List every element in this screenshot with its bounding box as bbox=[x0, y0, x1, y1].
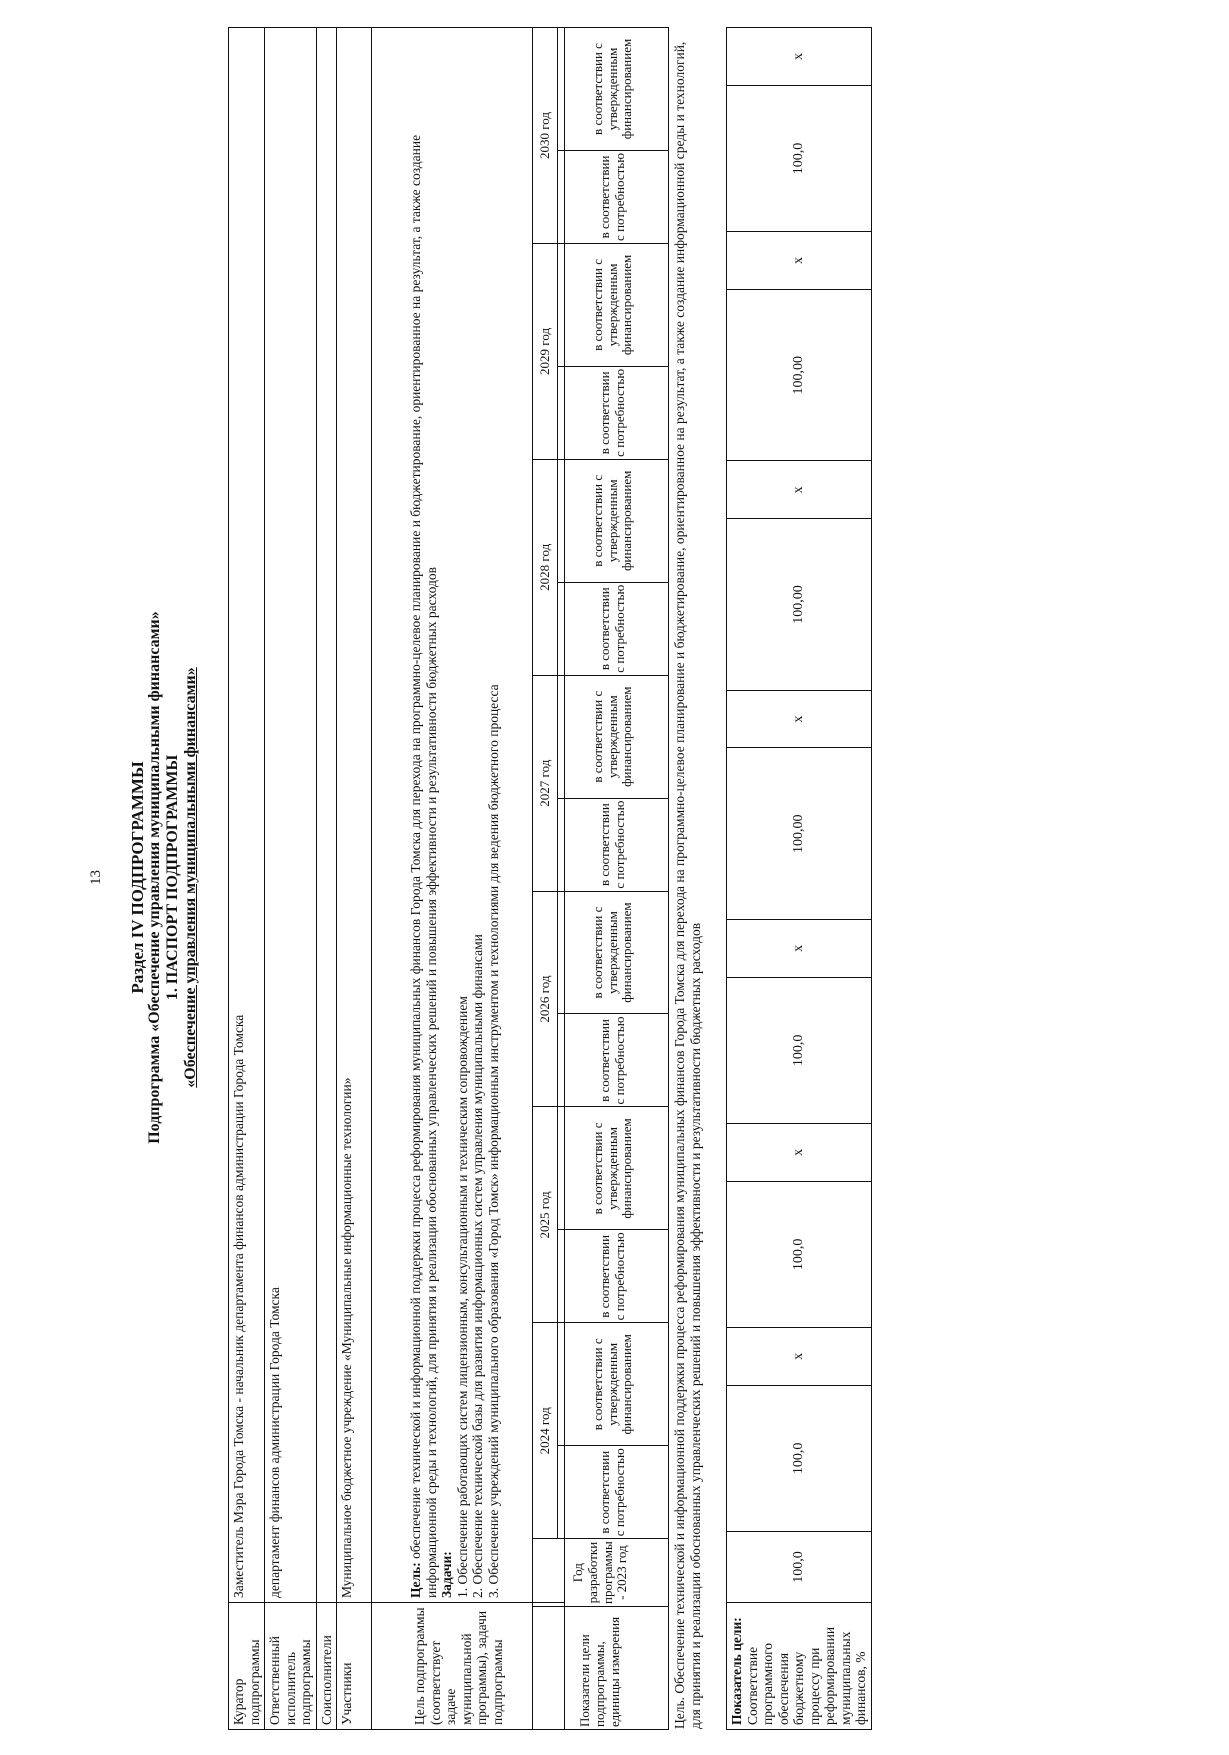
sub-header-approved: в соответствии с утвержденным финансированием bbox=[558, 244, 669, 367]
row-value: Заместитель Мэра Города Томска - начальник департамента финансов администрации Города Томска bbox=[229, 28, 265, 1603]
year-header: 2028 год bbox=[533, 459, 558, 675]
value-cell: 100,00 bbox=[727, 519, 872, 691]
base-value: 100,0 bbox=[727, 1532, 872, 1603]
goal-prefix: Цель: bbox=[408, 1562, 424, 1598]
page-number: 13 bbox=[88, 870, 104, 885]
value-cell: x bbox=[727, 232, 872, 290]
passport-row bbox=[316, 28, 337, 1730]
header-years-row bbox=[533, 28, 558, 1730]
passport-row bbox=[229, 28, 265, 1730]
sub-header-need: в соответствии с потребностью bbox=[558, 798, 669, 891]
value-cell: x bbox=[727, 920, 872, 978]
sub-header-need: в соответствии с потребностью bbox=[558, 1446, 669, 1539]
year-header: 2029 год bbox=[533, 244, 558, 460]
value-cell: 100,0 bbox=[727, 1385, 872, 1531]
task-item: 2. Обеспечение технической базы для развития информационных систем управления муниципальными финансами bbox=[470, 934, 486, 1598]
sub-header-approved: в соответствии с утвержденным финансированием bbox=[558, 1107, 669, 1230]
year-header: 2030 год bbox=[533, 28, 558, 244]
goal-text-repeat: Цель. Обеспечение технической и информационной поддержки процесса реформирования муниципальных финансов Города Томска для перехода на программно-целевое планирование и бюджетирование, ориентированное на результат, а также создание информационной среды и технологий, для принятия и реализации обоснованных управленческих решений и повышения эффективности и результативности бюджетных расходов bbox=[672, 41, 704, 1729]
indicator-header-label: Показатели цели подпрограммы, единицы измерения bbox=[533, 1607, 669, 1730]
row-value: департамент финансов администрации Города Томска bbox=[265, 28, 317, 1603]
goal-paragraph bbox=[408, 32, 439, 1598]
passport-row bbox=[337, 28, 372, 1730]
year-header: 2024 год bbox=[533, 1323, 558, 1539]
indicator-text: Соответствие программного обеспечения бюджетному процессу при реформировании муниципальных финансов, % bbox=[744, 1626, 869, 1725]
task-item: 3. Обеспечение учреждений муниципального образования «Город Томск» информационным инструментом и технологиями для ведения бюджетного процесса bbox=[485, 684, 501, 1598]
value-cell: 100,0 bbox=[727, 85, 872, 231]
sub-header-approved: в соответствии с утвержденным финансированием bbox=[558, 675, 669, 798]
value-cell: x bbox=[727, 461, 872, 519]
tasks-label: Задачи: bbox=[439, 1551, 455, 1598]
year-header: 2025 год bbox=[533, 1107, 558, 1323]
section-heading: Раздел IV ПОДПРОГРАММЫ bbox=[128, 761, 147, 994]
task-item: 1. Обеспечение работающих систем лицензионным, консультационным и техническим сопровождением bbox=[454, 996, 470, 1598]
sub-header-approved: в соответствии с утвержденным финансированием bbox=[558, 28, 669, 151]
sub-header-need: в соответствии с потребностью bbox=[558, 1014, 669, 1107]
value-cell: x bbox=[727, 1328, 872, 1386]
value-cell: 100,0 bbox=[727, 1181, 872, 1327]
row-value bbox=[316, 28, 337, 1603]
sub-header-approved: в соответствии с утвержденным финансированием bbox=[558, 459, 669, 582]
row-label: Ответственный исполнитель подпрограммы bbox=[265, 1603, 317, 1730]
base-year-header: Год разработки программы - 2023 год bbox=[533, 1539, 669, 1607]
value-cell: 100,0 bbox=[727, 977, 872, 1123]
value-cell: x bbox=[727, 690, 872, 748]
sub-header-need: в соответствии с потребностью bbox=[558, 366, 669, 459]
row-label: Куратор подпрограммы bbox=[229, 1603, 265, 1730]
indicator-values-table bbox=[726, 27, 872, 1730]
value-cell: 100,00 bbox=[727, 289, 872, 461]
passport-row bbox=[265, 28, 317, 1730]
indicator-row bbox=[727, 28, 872, 1730]
sub-header-approved: в соответствии с утвержденным финансированием bbox=[558, 891, 669, 1014]
row-value: Муниципальное бюджетное учреждение «Муниципальные информационные технологии» bbox=[337, 28, 372, 1603]
value-cell: 100,00 bbox=[727, 748, 872, 920]
sub-header-need: в соответствии с потребностью bbox=[558, 582, 669, 675]
row-label: Участники bbox=[337, 1603, 372, 1730]
indicator-title: Показатель цели: bbox=[729, 1617, 744, 1725]
goal-label: Цель подпрограммы (соответствует задаче муниципальной программы), задачи подпрограммы bbox=[372, 1603, 565, 1730]
sub-header-approved: в соответствии с утвержденным финансированием bbox=[558, 1323, 669, 1446]
passport-table bbox=[228, 27, 565, 1730]
row-label: Соисполнители bbox=[316, 1603, 337, 1730]
sub-header-need: в соответствии с потребностью bbox=[558, 1230, 669, 1323]
passport-heading: 1. ПАСПОРТ ПОДПРОГРАММЫ bbox=[164, 754, 181, 1001]
subprogram-name: «Обеспечение управления муниципальными финансами» bbox=[182, 667, 199, 1088]
year-header: 2027 год bbox=[533, 675, 558, 891]
value-cell: x bbox=[727, 1124, 872, 1182]
indicator-label bbox=[727, 1603, 872, 1730]
indicator-header-table bbox=[532, 27, 669, 1730]
goal-text: обеспечение технической и информационной поддержки процесса реформирования муниципальных финансов Города Томска для перехода на программно-целевое планирование и бюджетирование, ориентированное на результат, а также создание информационной среды и технологий, для принятия и реализации обоснованных управленческих решений и повышения эффективности и результативности бюджетных расходов bbox=[408, 134, 439, 1598]
sub-header-need: в соответствии с потребностью bbox=[558, 150, 669, 243]
header-sub-row bbox=[558, 28, 669, 1730]
subprogram-heading: Подпрограмма «Обеспечение управления муниципальными финансами» bbox=[146, 611, 163, 1144]
value-cell: x bbox=[727, 28, 872, 86]
year-header: 2026 год bbox=[533, 891, 558, 1107]
